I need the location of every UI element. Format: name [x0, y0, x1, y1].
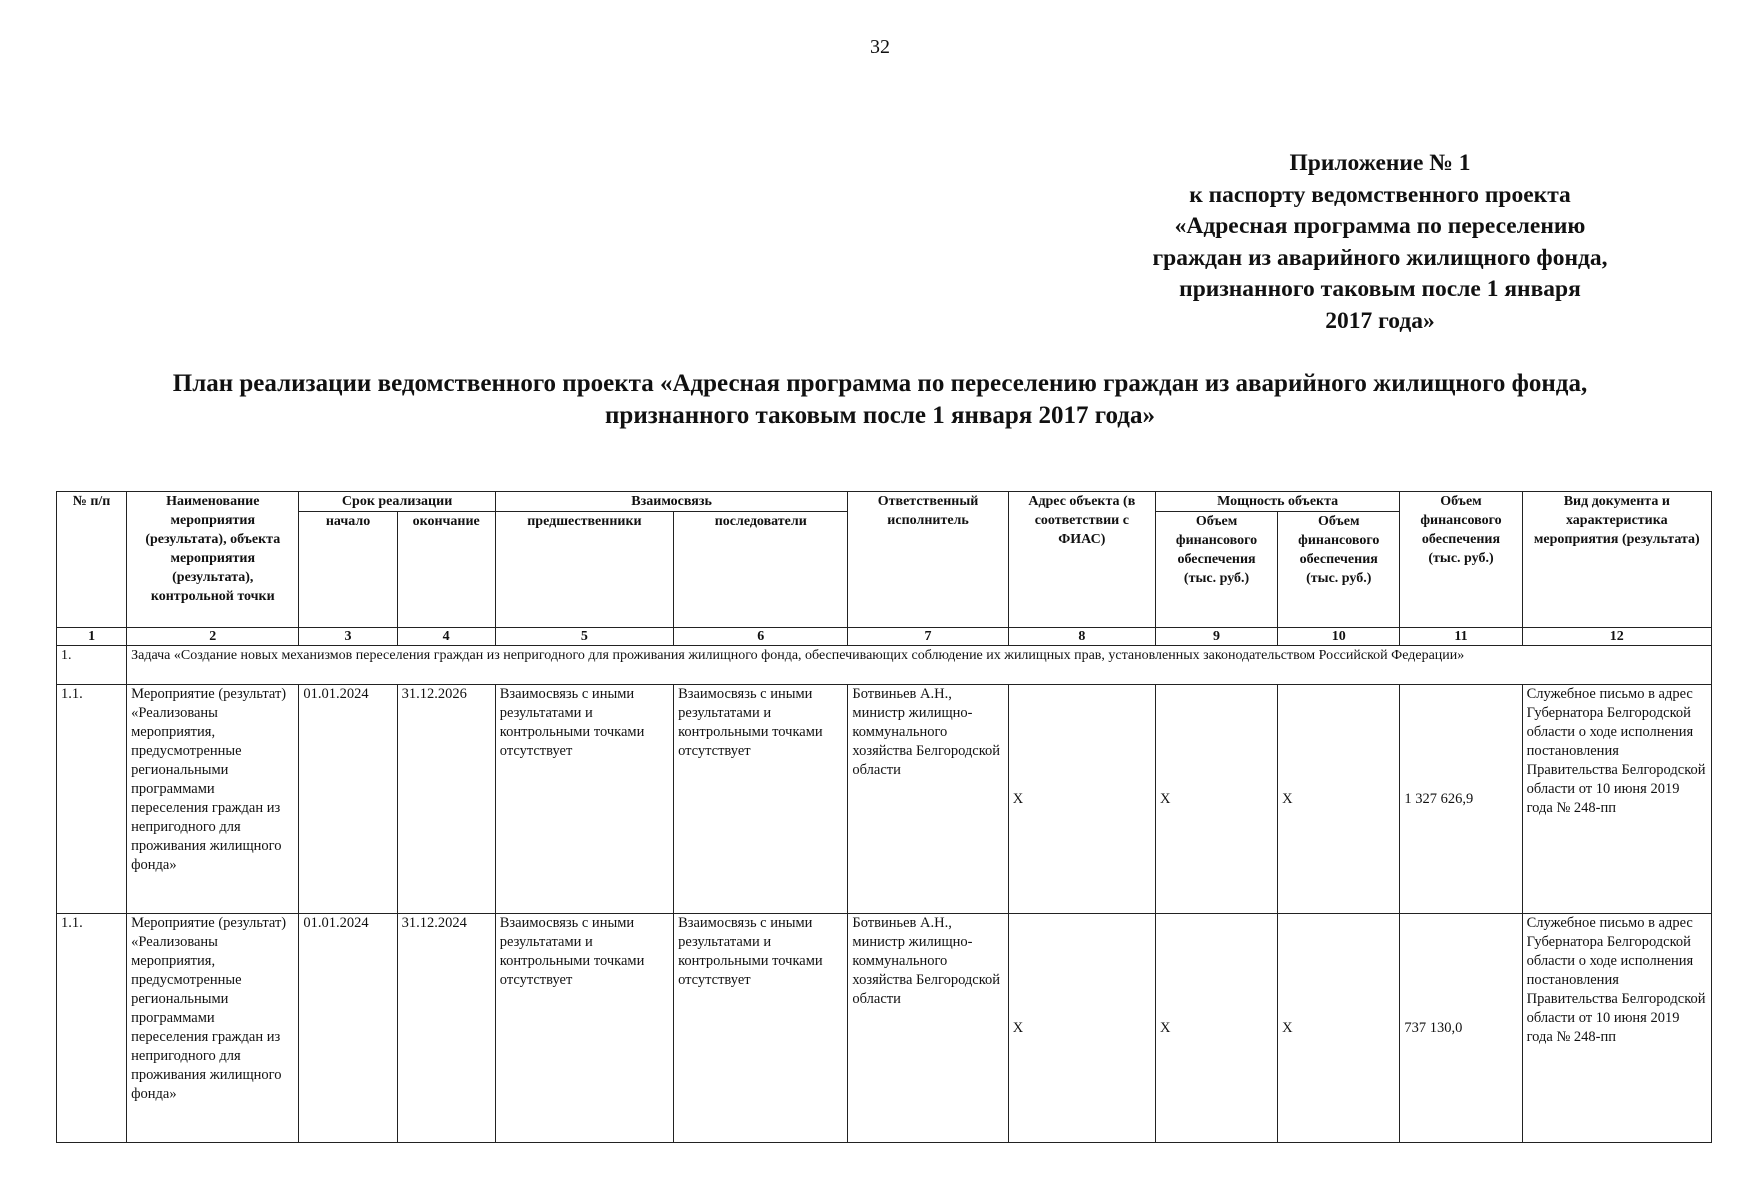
row-num: 1.1.: [57, 685, 127, 914]
row-funding: 1 327 626,9: [1400, 685, 1522, 914]
header-address: Адрес объекта (в соответствии с ФИАС): [1008, 492, 1155, 628]
header-capacity: Мощность объекта: [1155, 492, 1399, 512]
row-successors: Взаимосвязь с иными результатами и контрольными точками отсутствует: [674, 685, 848, 914]
row-end: 31.12.2026: [397, 685, 495, 914]
header-term: Срок реализации: [299, 492, 495, 512]
appendix-line-4: граждан из аварийного жилищного фонда,: [1152, 244, 1608, 271]
plan-title-line-2: признанного таковым после 1 января 2017 года»: [605, 402, 1155, 429]
header-successors: последователи: [674, 512, 848, 628]
appendix-line-3: «Адресная программа по переселению: [1174, 213, 1586, 239]
row-successors: Взаимосвязь с иными результатами и контрольными точками отсутствует: [674, 914, 848, 1143]
appendix-heading: [1080, 148, 1680, 337]
header-name: Наименование мероприятия (результата), объекта мероприятия (результата), контрольной точки: [127, 492, 299, 628]
task-row: [57, 646, 1712, 685]
appendix-line-1: Приложение № 1: [1289, 150, 1471, 176]
col-number: 10: [1278, 628, 1400, 646]
col-number: 9: [1155, 628, 1277, 646]
appendix-line-6: 2017 года»: [1325, 307, 1435, 334]
plan-title: [100, 368, 1660, 432]
col-number: 7: [848, 628, 1008, 646]
header-capacity-fin-1: Объем финансового обеспечения (тыс. руб.): [1155, 512, 1277, 628]
col-number: 3: [299, 628, 397, 646]
row-capacity-2: X: [1278, 914, 1400, 1143]
row-capacity-2: X: [1278, 685, 1400, 914]
appendix-line-2: к паспорту ведомственного проекта: [1189, 181, 1571, 208]
row-responsible: Ботвиньев А.Н., министр жилищно-коммунального хозяйства Белгородской области: [848, 685, 1008, 914]
header-num: № п/п: [57, 492, 127, 628]
col-number: 1: [57, 628, 127, 646]
row-name: Мероприятие (результат) «Реализованы мероприятия, предусмотренные региональными программами переселения граждан из непригодного для проживания жилищного фонда»: [127, 914, 299, 1143]
row-start: 01.01.2024: [299, 914, 397, 1143]
task-num: 1.: [57, 646, 127, 685]
header-doc: Вид документа и характеристика мероприятия (результата): [1522, 492, 1711, 628]
row-capacity-1: X: [1155, 914, 1277, 1143]
col-number: 4: [397, 628, 495, 646]
appendix-line-5: признанного таковым после 1 января: [1179, 276, 1581, 302]
task-text: Задача «Создание новых механизмов переселения граждан из непригодного для проживания жилищного фонда, обеспечивающих соблюдение их жилищных прав, установленных законодательством Российской Федерации»: [127, 646, 1712, 685]
header-start: начало: [299, 512, 397, 628]
row-predecessors: Взаимосвязь с иными результатами и контрольными точками отсутствует: [495, 914, 673, 1143]
row-doc: Служебное письмо в адрес Губернатора Белгородской области о ходе исполнения постановления Правительства Белгородской области от 10 июня 2019 года № 248-пп: [1522, 914, 1711, 1143]
row-predecessors: Взаимосвязь с иными результатами и контрольными точками отсутствует: [495, 685, 673, 914]
col-number: 11: [1400, 628, 1522, 646]
header-end: окончание: [397, 512, 495, 628]
table-row: [57, 685, 1712, 914]
row-start: 01.01.2024: [299, 685, 397, 914]
row-name: Мероприятие (результат) «Реализованы мероприятия, предусмотренные региональными программами переселения граждан из непригодного для проживания жилищного фонда»: [127, 685, 299, 914]
row-num: 1.1.: [57, 914, 127, 1143]
header-funding: Объем финансового обеспечения (тыс. руб.): [1400, 492, 1522, 628]
row-address: X: [1008, 914, 1155, 1143]
col-number: 6: [674, 628, 848, 646]
row-funding: 737 130,0: [1400, 914, 1522, 1143]
col-number: 2: [127, 628, 299, 646]
header-relation: Взаимосвязь: [495, 492, 848, 512]
page-number: 32: [870, 36, 890, 58]
table-row: [57, 914, 1712, 1143]
col-number: 5: [495, 628, 673, 646]
header-capacity-fin-2: Объем финансового обеспечения (тыс. руб.): [1278, 512, 1400, 628]
header-responsible: Ответственный исполнитель: [848, 492, 1008, 628]
row-end: 31.12.2024: [397, 914, 495, 1143]
header-predecessors: предшественники: [495, 512, 673, 628]
col-number: 8: [1008, 628, 1155, 646]
row-responsible: Ботвиньев А.Н., министр жилищно-коммунального хозяйства Белгородской области: [848, 914, 1008, 1143]
plan-title-line-1: План реализации ведомственного проекта «Адресная программа по переселению граждан из аварийного жилищного фонда,: [172, 370, 1588, 397]
row-address: X: [1008, 685, 1155, 914]
row-capacity-1: X: [1155, 685, 1277, 914]
col-number: 12: [1522, 628, 1711, 646]
plan-table: [56, 491, 1712, 1143]
row-doc: Служебное письмо в адрес Губернатора Белгородской области о ходе исполнения постановления Правительства Белгородской области от 10 июня 2019 года № 248-пп: [1522, 685, 1711, 914]
